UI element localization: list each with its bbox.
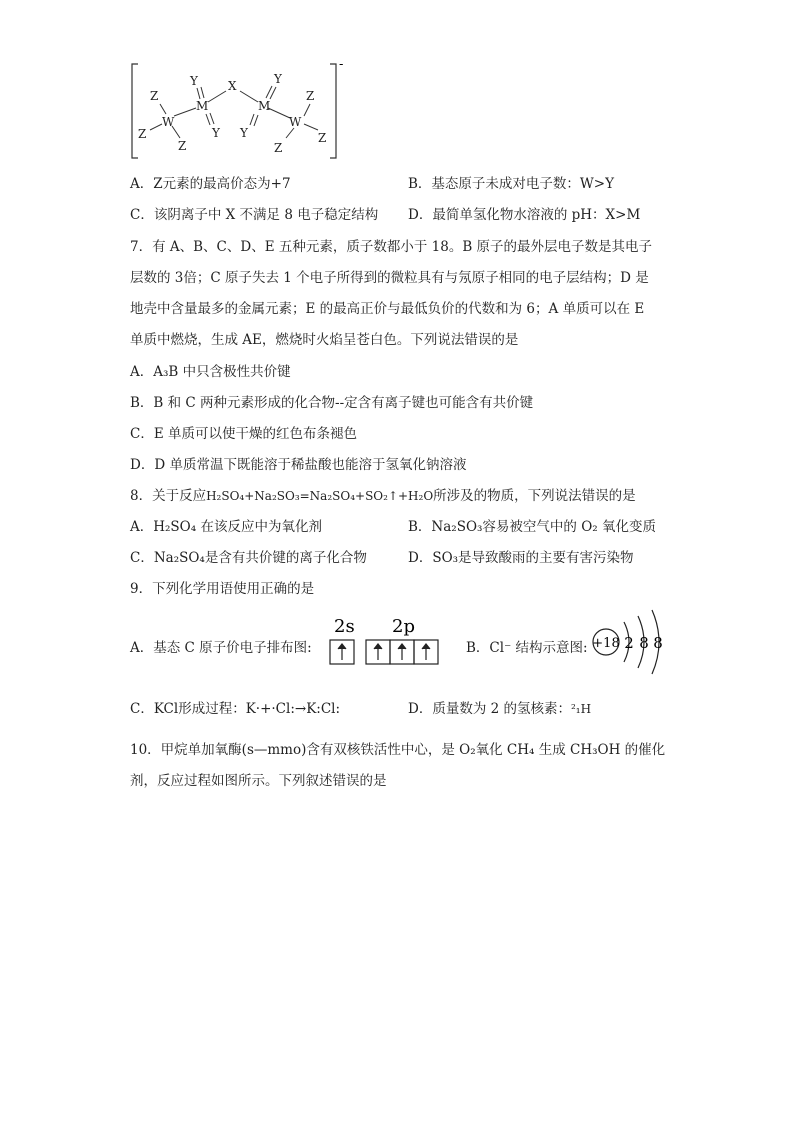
atom-Y: Y: [240, 126, 248, 140]
q8-stem-prefix: 8．关于反应: [130, 488, 207, 504]
q8-option-a[interactable]: A．H₂SO₄ 在该反应中为氧化剂: [130, 519, 322, 535]
q6-option-b[interactable]: B．基态原子未成对电子数：W>Y: [408, 176, 615, 192]
atom-Z: Z: [138, 127, 147, 141]
q9-option-d[interactable]: [408, 697, 591, 717]
hydrogen-nuclide: ²₁H: [571, 702, 592, 716]
q8-stem-suffix: 所涉及的物质，下列说法错误的是: [433, 488, 636, 504]
chloride-structure-diagram: [590, 606, 670, 678]
atom-X: X: [228, 79, 237, 93]
atom-W: W: [162, 115, 175, 129]
q10-stem-line-2: 剂，反应过程如图所示。下列叙述错误的是: [130, 773, 387, 789]
q8-option-b[interactable]: B．Na₂SO₃容易被空气中的 O₂ 氧化变质: [408, 519, 656, 535]
atom-Y: Y: [274, 72, 282, 86]
q6-option-a[interactable]: A．Z元素的最高价态为+7: [130, 176, 291, 192]
q8-stem: [130, 484, 636, 504]
q8-option-d[interactable]: D．SO₃是导致酸雨的主要有害污染物: [408, 550, 634, 566]
q7-option-a[interactable]: A．A₃B 中只含极性共价键: [130, 364, 291, 380]
q9-option-c[interactable]: [130, 697, 340, 717]
q10-stem-line-1: 10．甲烷单加氧酶(s—mmo)含有双核铁活性中心，是 O₂氧化 CH₄ 生成 CH₃OH 的催化: [130, 742, 666, 758]
q7-stem-line-4: 单质中燃烧，生成 AE，燃烧时火焰呈苍白色。下列说法错误的是: [130, 332, 519, 348]
q7-stem-line-1: 7．有 A、B、C、D、E 五种元素，质子数都小于 18。B 原子的最外层电子数是其电子: [130, 239, 653, 255]
q9-option-d-label: D．质量数为 2 的氢核素：: [408, 701, 571, 717]
q6-option-d[interactable]: D．最简单氢化物水溶液的 pH：X>M: [408, 207, 641, 223]
charge-sign: -: [339, 58, 344, 72]
q9-option-b-label[interactable]: B．Cl⁻ 结构示意图:: [466, 640, 588, 656]
q6-option-c[interactable]: C．该阴离子中 X 不满足 8 电子稳定结构: [130, 207, 379, 223]
orbital-2s-label: 2s: [334, 616, 355, 637]
q7-option-b[interactable]: B．B 和 C 两种元素形成的化合物--定含有离子键也可能含有共价键: [130, 395, 534, 411]
atom-Y: Y: [190, 74, 198, 88]
shell-1-electrons: 2: [624, 634, 634, 652]
q7-stem-line-2: 层数的 3倍；C 原子失去 1 个电子所得到的微粒具有与氖原子相同的电子层结构；D 是: [130, 270, 649, 286]
orbital-2p-label: 2p: [392, 616, 415, 637]
atom-Z: Z: [150, 89, 159, 103]
q7-stem-line-3: 地壳中含量最多的金属元素；E 的最高正价与最低负价的代数和为 6；A 单质可以在 E: [130, 301, 645, 317]
q7-option-d[interactable]: D．D 单质常温下既能溶于稀盐酸也能溶于氢氧化钠溶液: [130, 457, 467, 473]
shell-2-electrons: 8: [639, 634, 649, 652]
atom-M: M: [258, 99, 271, 113]
atom-Y: Y: [212, 126, 220, 140]
atom-M: M: [196, 99, 209, 113]
shell-3-electrons: 8: [653, 634, 663, 652]
anion-structure-diagram: [126, 58, 356, 164]
kcl-formation: K·+·Cl:→K:Cl:: [245, 701, 341, 717]
q8-option-c[interactable]: C．Na₂SO₄是含有共价键的离子化合物: [130, 550, 367, 566]
q9-stem: 9．下列化学用语使用正确的是: [130, 581, 315, 597]
atom-Z: Z: [306, 89, 315, 103]
q9-option-c-label: C．KCl形成过程：: [130, 701, 246, 717]
atom-Z: Z: [178, 139, 187, 153]
q9-option-a-label[interactable]: A．基态 C 原子价电子排布图:: [130, 640, 312, 656]
q7-option-c[interactable]: C．E 单质可以使干燥的红色布条褪色: [130, 426, 357, 442]
orbital-diagram: [328, 612, 448, 672]
atom-W: W: [289, 115, 302, 129]
nucleus-charge: +18: [592, 636, 620, 651]
atom-Z: Z: [318, 131, 327, 145]
atom-Z: Z: [274, 141, 283, 155]
q8-equation: H₂SO₄+Na₂SO₃=Na₂SO₄+SO₂↑+H₂O: [206, 489, 434, 503]
